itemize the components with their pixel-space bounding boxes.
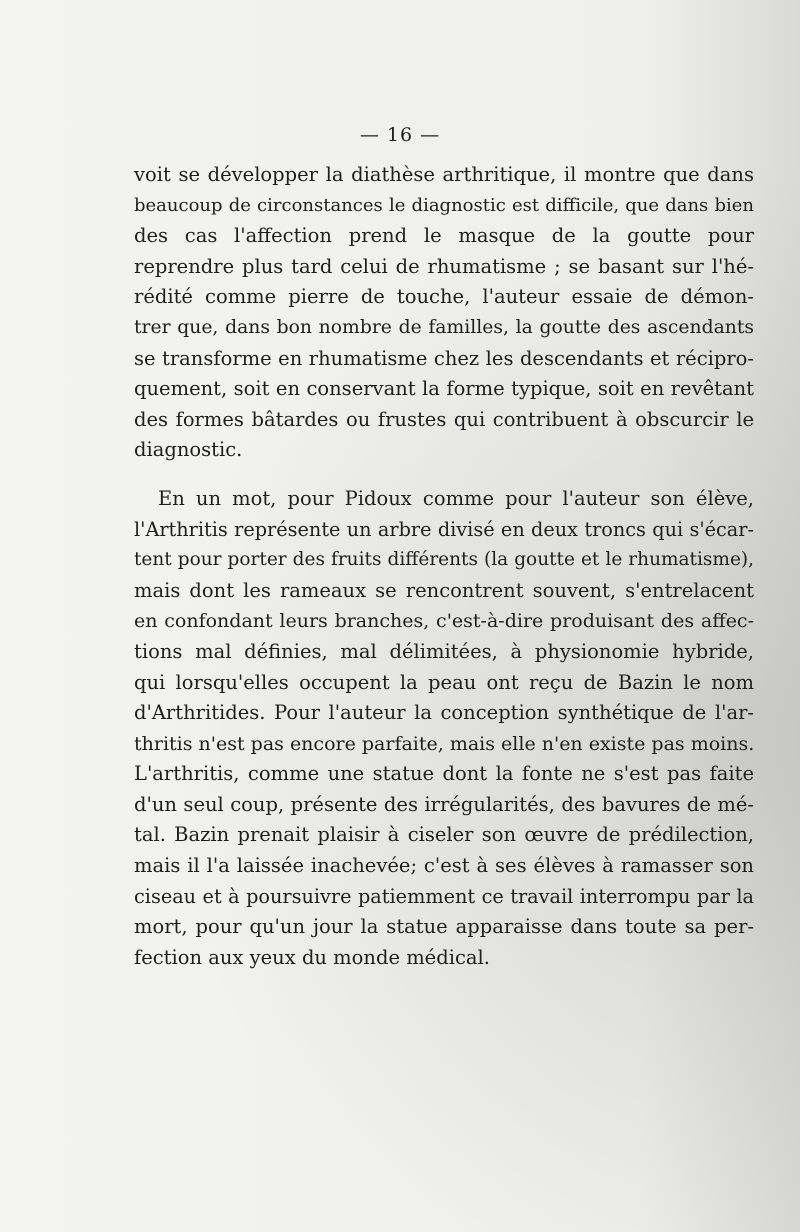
- text-line: rédité comme pierre de touche, l'auteur essaie de démon-: [134, 285, 754, 309]
- text-line: en confondant leurs branches, c'est-à-dire produisant des affec-: [134, 610, 754, 633]
- paragraph-gap: [134, 466, 754, 484]
- text-line: d'un seul coup, présente des irrégularités, des bavures de mé-: [134, 792, 754, 816]
- text-line: mais dont les rameaux se rencontrent souvent, s'entrelacent: [134, 578, 754, 602]
- text-line: L'arthritis, comme une statue dont la fonte ne s'est pas faite: [134, 762, 754, 786]
- text-line: se transforme en rhumatisme chez les descendants et récipro-: [134, 346, 754, 370]
- text-line: diagnostic.: [134, 438, 243, 462]
- text-line: ciseau et à poursuivre patiemment ce travail interrompu par la: [134, 884, 754, 908]
- text-line: des formes bâtardes ou frustes qui contribuent à obscurcir le: [134, 407, 754, 431]
- text-line: tions mal définies, mal délimitées, à physionomie hybride,: [134, 639, 754, 663]
- page-number: — 16 —: [359, 124, 441, 146]
- text-line: fection aux yeux du monde médical.: [134, 945, 490, 969]
- text-line: En un mot, pour Pidoux comme pour l'auteur son élève,: [158, 486, 754, 510]
- text-line: trer que, dans bon nombre de familles, la goutte des ascendants: [134, 316, 754, 338]
- text-line: reprendre plus tard celui de rhumatisme ; se basant sur l'hé-: [134, 254, 754, 278]
- text-line: mais il l'a laissée inachevée; c'est à ses élèves à ramasser son: [134, 854, 754, 878]
- text-line: tent pour porter des fruits différents (la goutte et le rhumatisme),: [134, 549, 754, 571]
- paragraph-1: [134, 160, 754, 466]
- body-text: [134, 160, 754, 973]
- text-line: thritis n'est pas encore parfaite, mais elle n'en existe pas moins.: [134, 732, 755, 755]
- text-line: voit se développer la diathèse arthritique, il montre que dans: [134, 163, 754, 186]
- text-line: l'Arthritis représente un arbre divisé en deux troncs qui s'écar-: [134, 517, 754, 541]
- paragraph-2: [134, 484, 754, 974]
- text-line: qui lorsqu'elles occupent la peau ont reçu de Bazin le nom: [134, 670, 754, 694]
- text-line: mort, pour qu'un jour la statue apparaisse dans toute sa per-: [134, 915, 754, 939]
- text-line: quement, soit en conservant la forme typique, soit en revêtant: [134, 377, 754, 401]
- text-line: tal. Bazin prenait plaisir à ciseler son œuvre de prédilection,: [134, 823, 754, 847]
- text-line: beaucoup de circonstances le diagnostic est difficile, que dans bien: [134, 194, 754, 216]
- text-line: d'Arthritides. Pour l'auteur la conception synthétique de l'ar-: [134, 701, 754, 725]
- text-line: des cas l'affection prend le masque de la goutte pour: [134, 224, 754, 248]
